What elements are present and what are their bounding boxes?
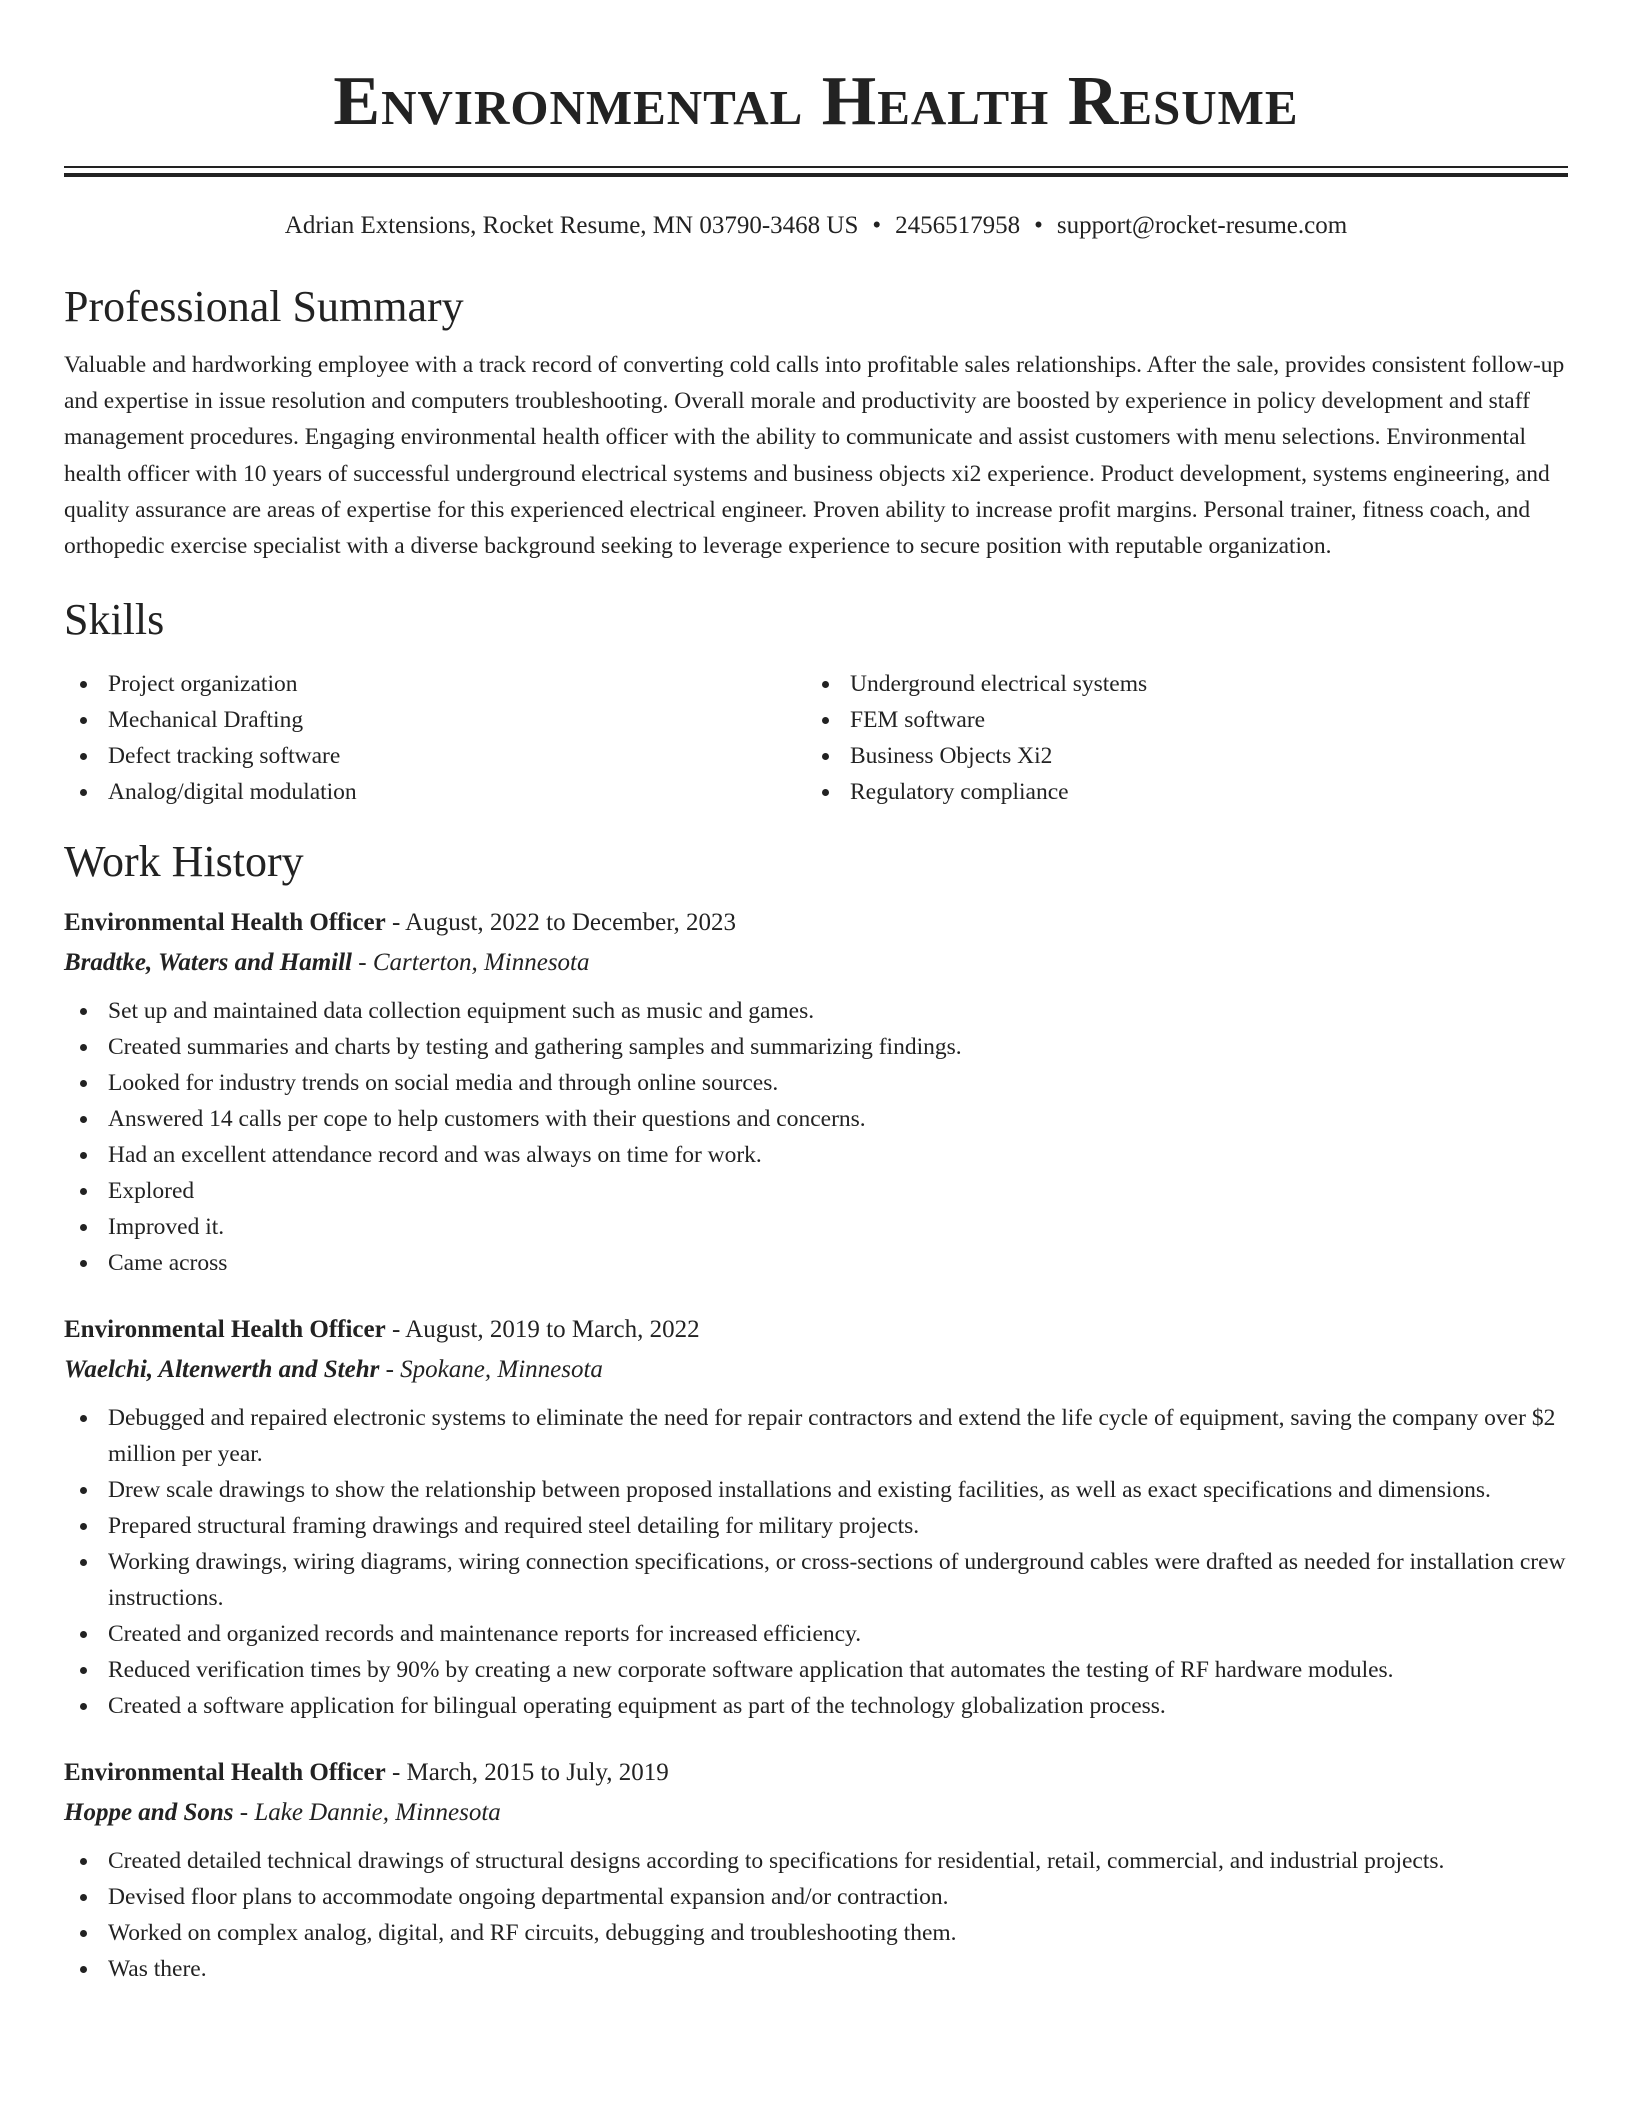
- summary-section: [64, 281, 1568, 564]
- job-duty: Working drawings, wiring diagrams, wiring connection specifications, or cross-sections of underground cables were drafted as needed for installation crew instructions.: [64, 1544, 1568, 1616]
- job-duties: [64, 1400, 1568, 1724]
- summary-heading: Professional Summary: [64, 282, 464, 331]
- skill-item: FEM software: [806, 702, 1147, 738]
- skills-columns: [64, 666, 1568, 810]
- job-dates: August, 2022 to December, 2023: [405, 909, 737, 937]
- job-duty: Came across: [64, 1245, 1568, 1281]
- skills-list-left: [64, 666, 806, 810]
- job-duties: [64, 1843, 1568, 1987]
- skills-heading: Skills: [64, 595, 165, 645]
- contact-phone: 2456517958: [895, 212, 1021, 239]
- job-location: Carterton, Minnesota: [372, 949, 590, 977]
- job-duty: Devised floor plans to accommodate ongoing departmental expansion and/or contraction.: [64, 1879, 1568, 1915]
- job-duty: Had an excellent attendance record and was always on time for work.: [64, 1137, 1568, 1173]
- job-role: Environmental Health Officer: [64, 1316, 386, 1344]
- job-duty: Answered 14 calls per cope to help customers with their questions and concerns.: [64, 1101, 1568, 1137]
- job-duty: Was there.: [64, 1951, 1568, 1987]
- job-location: Lake Dannie, Minnesota: [254, 1799, 501, 1827]
- job-dates: March, 2015 to July, 2019: [406, 1759, 669, 1787]
- job-duty: Created detailed technical drawings of structural designs according to specifications for residential, retail, commercial, and industrial projects.: [64, 1843, 1568, 1879]
- job-entry: [64, 1315, 1568, 1724]
- job-role: Environmental Health Officer: [64, 909, 386, 937]
- skills-section: [64, 594, 1568, 810]
- job-duty: Reduced verification times by 90% by creating a new corporate software application that automates the testing of RF hardware modules.: [64, 1652, 1568, 1688]
- skill-item: Regulatory compliance: [806, 774, 1147, 810]
- skill-item: Defect tracking software: [64, 738, 806, 774]
- contact-line: [64, 211, 1568, 241]
- job-employer: Bradtke, Waters and Hamill - Carterton, Minnesota: [64, 949, 590, 977]
- job-duty: Worked on complex analog, digital, and RF circuits, debugging and troubleshooting them.: [64, 1915, 1568, 1951]
- skill-item: Project organization: [64, 666, 806, 702]
- job-entry: [64, 1758, 1568, 1987]
- contact-email: support@rocket-resume.com: [1056, 212, 1348, 239]
- contact-separator: •: [1034, 212, 1043, 239]
- job-duties: [64, 993, 1568, 1281]
- job-duty: Looked for industry trends on social media and through online sources.: [64, 1065, 1568, 1101]
- header-divider: [64, 166, 1568, 177]
- skills-list-right: [806, 666, 1147, 810]
- work-history-heading: Work History: [64, 837, 304, 887]
- job-duty: Improved it.: [64, 1209, 1568, 1245]
- job-header: Environmental Health Officer - August, 2019 to March, 2022: [64, 1316, 700, 1344]
- skill-item: Business Objects Xi2: [806, 738, 1147, 774]
- job-company: Waelchi, Altenwerth and Stehr: [64, 1356, 380, 1384]
- job-duty: Explored: [64, 1173, 1568, 1209]
- job-employer: Waelchi, Altenwerth and Stehr - Spokane, Minnesota: [64, 1356, 603, 1384]
- job-location: Spokane, Minnesota: [400, 1356, 603, 1384]
- job-duty: Created summaries and charts by testing and gathering samples and summarizing findings.: [64, 1029, 1568, 1065]
- contact-address: Adrian Extensions, Rocket Resume, MN 03790-3468 US: [284, 212, 859, 239]
- job-duty: Drew scale drawings to show the relationship between proposed installations and existing facilities, as well as exact specifications and dimensions.: [64, 1472, 1568, 1508]
- job-entry: [64, 908, 1568, 1281]
- resume-title: Environmental Health Resume: [333, 63, 1299, 140]
- work-history-section: [64, 836, 1568, 1987]
- contact-separator: •: [872, 212, 882, 239]
- job-header: Environmental Health Officer - March, 2015 to July, 2019: [64, 1759, 669, 1787]
- job-dates: August, 2019 to March, 2022: [405, 1316, 700, 1344]
- job-employer: Hoppe and Sons - Lake Dannie, Minnesota: [64, 1799, 501, 1827]
- job-company: Hoppe and Sons: [64, 1799, 234, 1827]
- skill-item: Mechanical Drafting: [64, 702, 806, 738]
- job-header: Environmental Health Officer - August, 2022 to December, 2023: [64, 909, 737, 937]
- summary-text: Valuable and hardworking employee with a track record of converting cold calls into profitable sales relationships. After the sale, provides consistent follow-up and expertise in issue resolution and computers troubleshooting. Overall morale and productivity are boosted by experience in policy development and staff management procedures. Engaging environmental health officer with the ability to communicate and assist customers with menu selections. Environmental health officer with 10 years of successful underground electrical systems and business objects xi2 experience. Product development, systems engineering, and quality assurance are areas of expertise for this experienced electrical engineer. Proven ability to increase profit margins. Personal trainer, fitness coach, and orthopedic exercise specialist with a diverse background seeking to leverage experience to secure position with reputable organization.: [64, 352, 1565, 560]
- job-company: Bradtke, Waters and Hamill: [64, 949, 353, 977]
- skill-item: Analog/digital modulation: [64, 774, 806, 810]
- job-duty: Set up and maintained data collection equipment such as music and games.: [64, 993, 1568, 1029]
- job-duty: Debugged and repaired electronic systems to eliminate the need for repair contractors and extend the life cycle of equipment, saving the company over $2 million per year.: [64, 1400, 1568, 1472]
- job-duty: Created a software application for bilingual operating equipment as part of the technology globalization process.: [64, 1688, 1568, 1724]
- job-duty: Prepared structural framing drawings and required steel detailing for military projects.: [64, 1508, 1568, 1544]
- job-duty: Created and organized records and maintenance reports for increased efficiency.: [64, 1616, 1568, 1652]
- skill-item: Underground electrical systems: [806, 666, 1147, 702]
- job-role: Environmental Health Officer: [64, 1759, 386, 1787]
